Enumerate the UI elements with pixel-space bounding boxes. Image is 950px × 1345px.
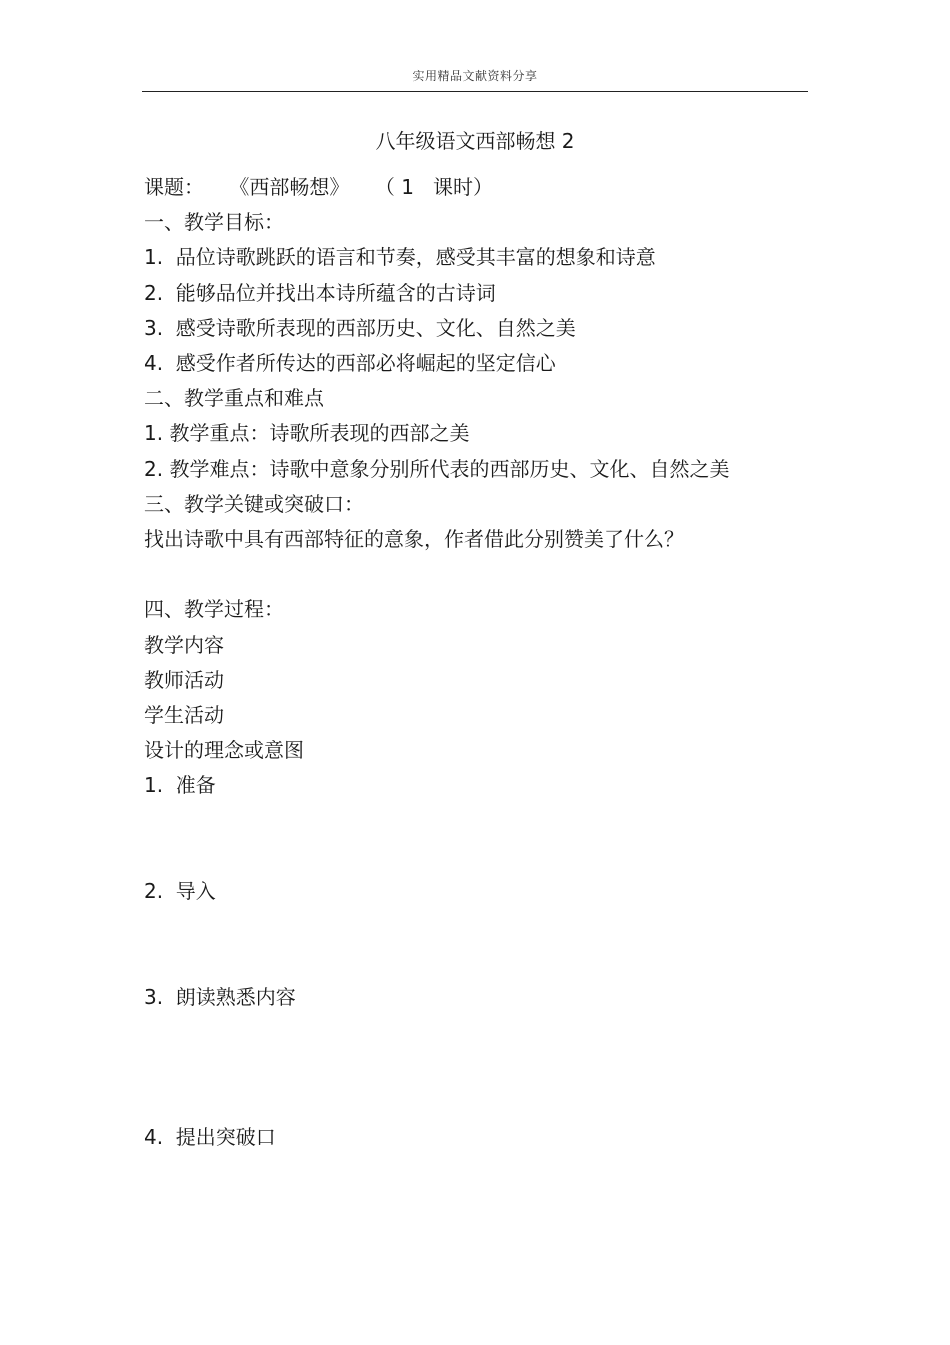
section-heading-objectives: 一、教学目标： xyxy=(144,210,284,234)
section-heading-key-points: 二、教学重点和难点 xyxy=(144,386,324,410)
process-step: 1. 准备 xyxy=(144,773,216,797)
objective-item: 4. 感受作者所传达的西部必将崛起的坚定信心 xyxy=(144,351,556,375)
objective-item: 2. 能够品位并找出本诗所蕴含的古诗词 xyxy=(144,281,496,305)
process-column-label: 设计的理念或意图 xyxy=(144,738,304,762)
header-divider xyxy=(142,91,808,92)
page-header: 实用精品文献资料分享 xyxy=(412,69,538,83)
lesson-topic: 课题： 《西部畅想》 （ 1 课时） xyxy=(144,175,494,199)
objective-item: 3. 感受诗歌所表现的西部历史、文化、自然之美 xyxy=(144,316,576,340)
process-step: 2. 导入 xyxy=(144,879,216,903)
process-column-label: 教学内容 xyxy=(144,633,224,657)
key-point-item: 1. 教学重点：诗歌所表现的西部之美 xyxy=(144,421,470,445)
objective-item: 1. 品位诗歌跳跃的语言和节奏，感受其丰富的想象和诗意 xyxy=(144,245,656,269)
process-column-label: 学生活动 xyxy=(144,703,224,727)
key-point-item: 2. 教学难点：诗歌中意象分别所代表的西部历史、文化、自然之美 xyxy=(144,457,730,481)
process-column-label: 教师活动 xyxy=(144,668,224,692)
document-title: 八年级语文西部畅想 2 xyxy=(375,129,575,153)
section-heading-breakthrough: 三、教学关键或突破口： xyxy=(144,492,364,516)
section-heading-process: 四、教学过程： xyxy=(144,597,284,621)
process-step: 3. 朗读熟悉内容 xyxy=(144,985,296,1009)
process-step: 4. 提出突破口 xyxy=(144,1125,276,1149)
breakthrough-text: 找出诗歌中具有西部特征的意象，作者借此分别赞美了什么？ xyxy=(144,527,684,551)
